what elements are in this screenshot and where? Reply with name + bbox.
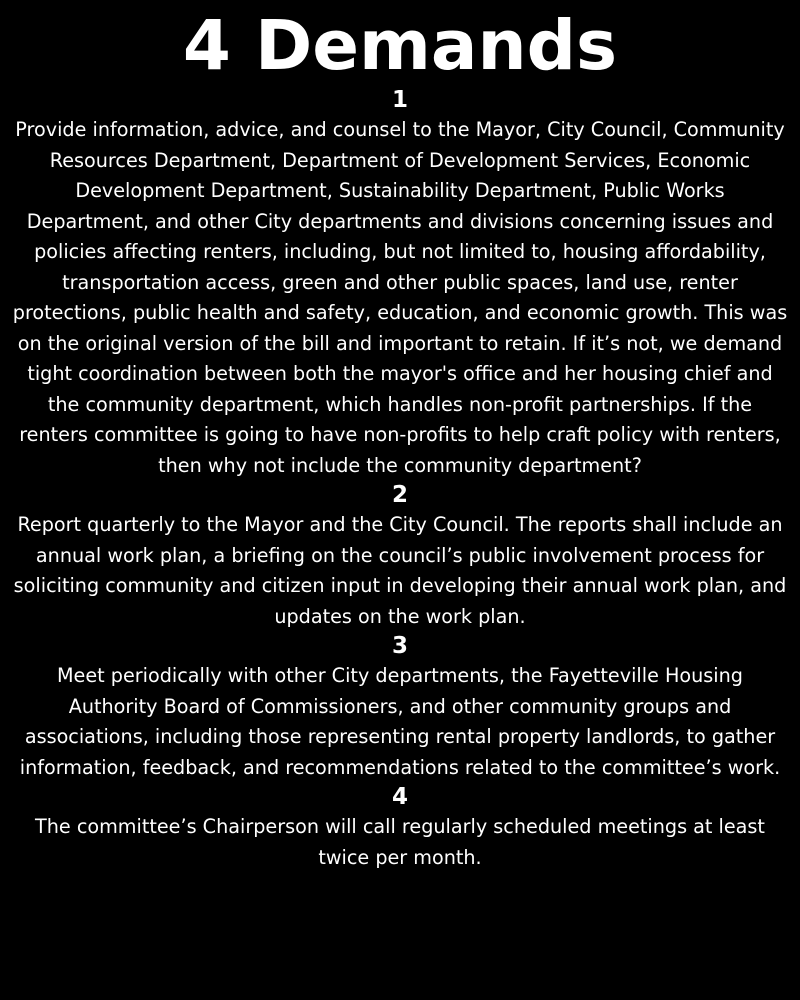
demand-number: 3 — [391, 633, 408, 659]
demand-text: Report quarterly to the Mayor and the City Council. The reports shall include an annual work plan, a briefing on the council’s public involvement process for soliciting community and citizen input in developing their annual work plan, and updates on the work plan. — [13, 513, 787, 628]
demand-3 — [12, 632, 788, 783]
demand-4 — [12, 783, 788, 873]
page-title: 4 Demands — [182, 6, 618, 86]
demand-number: 2 — [391, 482, 408, 508]
demand-text: Meet periodically with other City departments, the Fayetteville Housing Authority Board of Commissioners, and other community groups and associations, including those representing rental property landlords, to gather information, feedback, and recommendations related to the committee’s work. — [19, 664, 781, 779]
demand-1 — [12, 86, 788, 481]
demand-number: 1 — [391, 87, 408, 113]
demand-text: Provide information, advice, and counsel to the Mayor, City Council, Community Resources Department, Department of Development Services, Economic Development Department, Sustainability Department, Public Works Department, and other City departments and divisions concerning issues and policies affecting renters, including, but not limited to, housing affordability, transportation access, green and other public spaces, land use, renter protections, public health and safety, education, and economic growth. This was on the original version of the bill and important to retain. If it’s not, we demand tight coordination between both the mayor's office and her housing chief and the community department, which handles non-profit partnerships. If the renters committee is going to have non-profits to help craft policy with renters, then why not include the community department? — [12, 118, 788, 477]
demand-2 — [12, 481, 788, 632]
demand-number: 4 — [391, 784, 408, 810]
demand-text: The committee’s Chairperson will call regularly scheduled meetings at least twice per month. — [35, 815, 765, 869]
